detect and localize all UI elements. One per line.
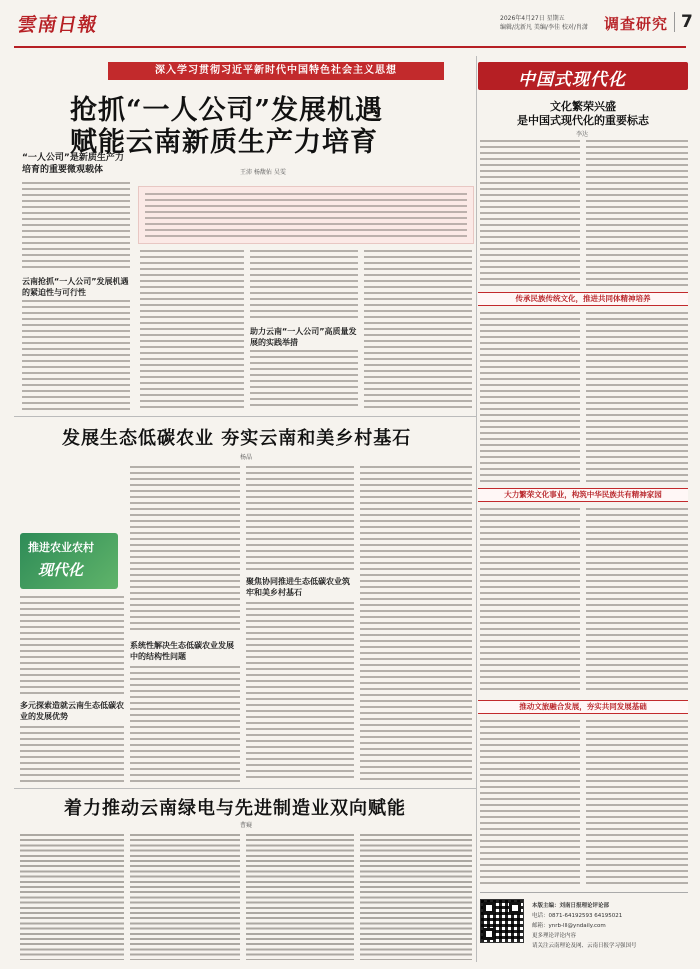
qr-corner: [509, 902, 521, 914]
intro-text: [145, 193, 467, 239]
section2-subhead-2: 系统性解决生态低碳农业发展中的结构性问题: [130, 641, 234, 661]
masthead: [14, 8, 693, 48]
article-text-block: [22, 182, 130, 272]
issue-editors: 编辑/沈新凡 美编/李佳 校对/肖潇: [500, 24, 588, 31]
column-divider: [476, 56, 477, 962]
article-text-block: [480, 140, 580, 286]
article-text-block: [480, 508, 580, 694]
qr-corner: [483, 902, 495, 914]
newspaper-logo: 雲南日報: [15, 14, 100, 36]
right-title-line-1: 文化繁荣兴盛: [550, 100, 616, 113]
divider: [14, 416, 476, 417]
article-text-block: [20, 726, 124, 782]
article-text-block: [360, 466, 472, 782]
article-text-block: [140, 250, 244, 410]
section-title: 调查研究: [604, 15, 669, 33]
section2-subhead-1: 多元探索造就云南生态低碳农业的发展优势: [20, 701, 124, 721]
editorial-footer: [480, 892, 688, 962]
article-text-block: [246, 834, 354, 960]
article-text-block: [20, 596, 124, 696]
footer-email[interactable]: 邮箱：ynrb-lll@yndaily.com: [532, 923, 606, 929]
subhead-2: 助力云南“一人公司”高质量发展的实践举措: [250, 327, 357, 347]
article-text-block: [360, 834, 472, 960]
badge-line-2: 现代化: [38, 561, 84, 579]
article-text-block: [250, 350, 358, 410]
article-text-block: [20, 834, 124, 960]
article-text-block: [586, 508, 688, 694]
article-text-block: [250, 250, 358, 322]
headline-line-2: 赋能云南新质生产力培育: [70, 127, 378, 158]
article-text-block: [480, 720, 580, 886]
article-text-block: [480, 312, 580, 482]
article-text-block: [130, 834, 240, 960]
lead-subhead: “一人公司”是新质生产力培育的重要微观载体: [22, 153, 124, 175]
right-subhead-1: 传承民族传统文化，推进共同体精神培养: [478, 292, 688, 306]
article-byline: 王沛 杨馥佑 吴雯: [240, 169, 286, 176]
footer-more: 更多理论评论内容: [532, 933, 577, 939]
article-text-block: [22, 300, 130, 410]
section2-headline: 发展生态低碳农业 夯实云南和美乡村基石: [62, 428, 412, 449]
issue-date: 2026年4月27日 星期五: [500, 15, 565, 22]
qr-corner: [483, 928, 495, 940]
banner-text: 中国式现代化: [518, 70, 626, 90]
footer-follow: 请关注云南理论及网、云南日报学习强国号: [532, 943, 637, 949]
modernization-banner: [478, 62, 688, 90]
divider: [14, 788, 476, 789]
qr-code-icon[interactable]: [480, 899, 524, 943]
article-text-block: [586, 140, 688, 286]
right-subhead-3: 推动文旅融合发展，夯实共同发展基础: [478, 700, 688, 714]
right-author: 李达: [576, 131, 589, 138]
right-subhead-2: 大力繁荣文化事业，构筑中华民族共有精神家园: [478, 488, 688, 502]
article-text-block: [246, 602, 354, 782]
article-text-block: [364, 250, 472, 410]
section3-headline: 着力推动云南绿电与先进制造业双向赋能: [64, 798, 406, 819]
headline-line-1: 抢抓“一人公司”发展机遇: [70, 95, 384, 126]
article-text-block: [246, 466, 354, 572]
article-text-block: [586, 720, 688, 886]
intro-box: [138, 186, 474, 244]
agri-badge: [20, 533, 118, 589]
footer-phone: 电话：0871-64192593 64195021: [532, 913, 623, 919]
article-text-block: [130, 666, 240, 782]
section2-subhead-3: 聚焦协同推进生态低碳农业筑牢和美乡村基石: [246, 577, 350, 597]
badge-line-1: 推进农业农村: [28, 541, 94, 554]
section3-byline: 曹嶷: [240, 822, 253, 829]
article-text-block: [586, 312, 688, 482]
section2-byline: 杨晶: [240, 454, 253, 461]
issue-meta: [500, 14, 595, 32]
footer-editor: 本版主编：刘南日报理论评论部: [532, 903, 610, 909]
kicker-banner: 深入学习贯彻习近平新时代中国特色社会主义思想: [108, 62, 444, 80]
article-text-block: [130, 466, 240, 634]
subhead-1: 云南抢抓“一人公司”发展机遇的紧迫性与可行性: [22, 277, 129, 297]
right-title-line-2: 是中国式现代化的重要标志: [517, 114, 649, 127]
page-number: 7: [674, 12, 693, 32]
